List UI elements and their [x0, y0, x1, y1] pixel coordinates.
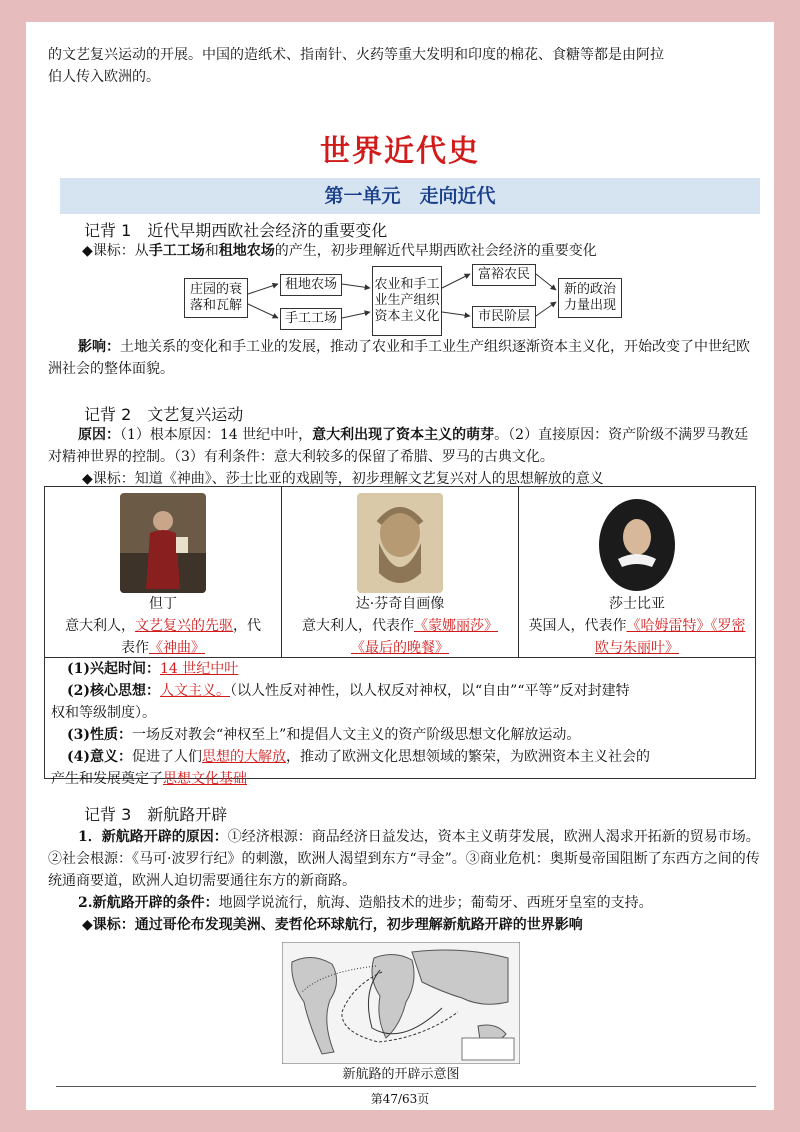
figure-dante — [45, 487, 282, 657]
arrow-8 — [536, 302, 556, 316]
renaissance-figures-table — [44, 486, 756, 658]
memo-2-standard: ◆课标：知道《神曲》、莎士比亚的戏剧等，初步理解文艺复兴对人的思想解放的意义 — [82, 471, 604, 487]
intro-line-1: 的文艺复兴运动的开展。中国的造纸术、指南针、火药等重大发明和印度的棉花、食糖等都是由阿拉 — [48, 47, 664, 63]
memo-3-conditions: 2.新航路开辟的条件：地圆学说流行，航海、造船技术的进步；葡萄牙、西班牙皇室的支持。 — [78, 895, 653, 911]
memo-1-heading: 记背 1 近代早期西欧社会经济的重要变化 — [84, 221, 388, 240]
box-workshop: 手工工场 — [280, 308, 342, 330]
arrow-6 — [442, 312, 470, 316]
memo-1-influence: 影响：土地关系的变化和手工业的发展，推动了农业和手工业生产组织逐渐资本主义化，开始改变了中世纪欧洲社会的整体面貌。 — [48, 339, 750, 377]
memo-2-heading: 记背 2 文艺复兴运动 — [84, 405, 244, 424]
box-manor-decline: 庄园的衰落和瓦解 — [184, 278, 248, 318]
arrow-3 — [342, 284, 370, 288]
section-title: 世界近代史 — [320, 134, 480, 169]
da-vinci-desc: 意大利人，代表作《蒙娜丽莎》 《最后的晚餐》 — [302, 618, 498, 656]
memo-3-standard: ◆课标：通过哥伦布发现美洲、麦哲伦环球航行，初步理解新航路开辟的世界影响 — [82, 917, 583, 933]
memo-3-heading: 记背 3 新航路开辟 — [84, 805, 228, 824]
figure-da-vinci — [282, 487, 519, 657]
summary-significance: (4)意义：促进了人们思想的大解放，推动了欧洲文化思想领域的繁荣，为欧洲资本主义社会的 — [67, 749, 650, 765]
shakespeare-name: 莎士比亚 — [609, 596, 665, 612]
dante-name: 但丁 — [149, 596, 177, 612]
summary-significance-cont: 产生和发展奠定了思想文化基础 — [51, 771, 247, 787]
da-vinci-self-portrait-image — [357, 493, 443, 593]
arrow-5 — [442, 274, 470, 288]
summary-core-idea: (2)核心思想：人文主义。（以人性反对神性，以人权反对神权，以“自由”“平等”反对封建特 — [67, 683, 630, 699]
arrow-1 — [248, 284, 278, 294]
box-rent-farm: 租地农场 — [280, 274, 342, 296]
summary-nature: (3)性质：一场反对教会“神权至上”和提倡人文主义的资产阶级思想文化解放运动。 — [67, 727, 581, 743]
shakespeare-desc: 英国人，代表作《哈姆雷特》《罗密 欧与朱丽叶》 — [528, 618, 746, 656]
figure-shakespeare — [519, 487, 755, 657]
box-capitalization: 农业和手工业生产组织资本主义化 — [372, 266, 442, 336]
memo-3-reasons: 1．新航路开辟的原因：①经济根源：商品经济日益发达，资本主义萌芽发展，欧洲人渴求开拓新的贸易市场。②社会根源：《马可·波罗行纪》的刺激，欧洲人渴望到东方“寻金”。③商业危机：奥斯曼帝国阻断了东西方之间的传统通商要道，欧洲人迫切需要通往东方的新商路。 — [48, 829, 760, 889]
document-page — [26, 22, 774, 1110]
memo-1-standard: ◆课标：从手工工场和租地农场的产生，初步理解近代早期西欧社会经济的重要变化 — [82, 243, 597, 259]
shakespeare-portrait-image — [594, 493, 680, 593]
box-new-power: 新的政治力量出现 — [558, 278, 622, 318]
da-vinci-name: 达·芬奇自画像 — [355, 596, 445, 612]
memo-2-causes: 原因：（1）根本原因：14 世纪中叶，意大利出现了资本主义的萌芽。（2）直接原因：资产阶级不满罗马教廷对精神世界的控制。（3）有利条件：意大利较多的保留了希腊、罗马的古典文化。 — [48, 427, 749, 465]
page-number: 第47/63页 — [370, 1092, 430, 1106]
new-routes-map-image — [282, 942, 520, 1064]
dante-desc: 意大利人，文艺复兴的先驱，代 表作《神曲》 — [65, 618, 261, 656]
intro-line-2: 伯人传入欧洲的。 — [48, 69, 160, 85]
arrow-7 — [536, 274, 556, 290]
dante-portrait-image — [120, 493, 206, 593]
arrow-2 — [248, 304, 278, 318]
renaissance-summary — [44, 656, 756, 787]
box-citizens: 市民阶层 — [472, 306, 536, 328]
footer-divider — [56, 1086, 756, 1087]
summary-core-idea-cont: 权和等级制度）。 — [51, 705, 156, 721]
unit-banner: 第一单元 走向近代 — [60, 178, 760, 214]
map-caption: 新航路的开辟示意图 — [342, 1067, 460, 1082]
box-rich-farmers: 富裕农民 — [472, 264, 536, 286]
summary-rise-time: (1)兴起时间：14 世纪中叶 — [67, 661, 239, 677]
arrow-4 — [342, 312, 370, 318]
